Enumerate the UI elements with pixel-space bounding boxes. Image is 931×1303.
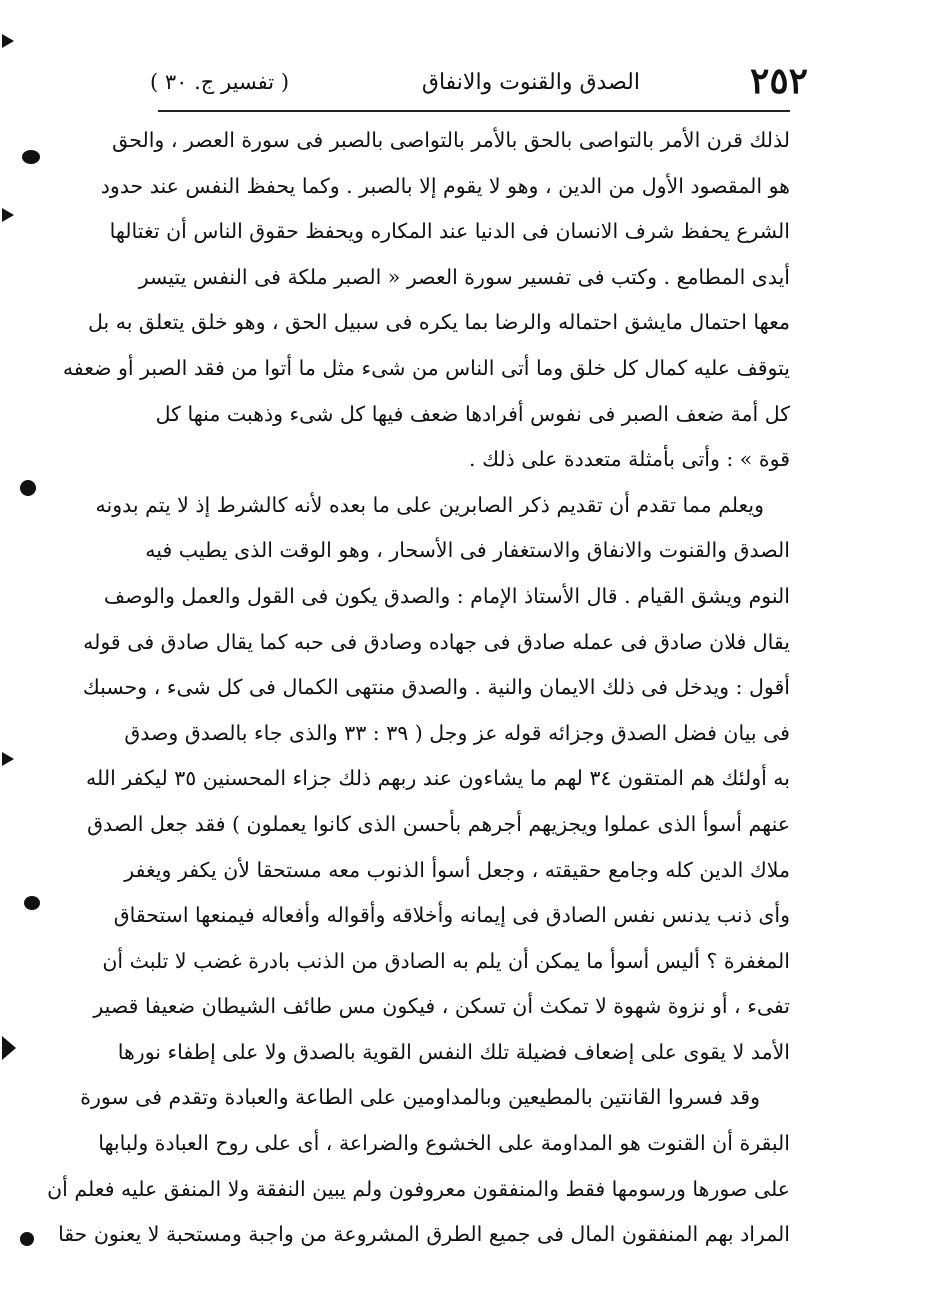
- text-line: هو المقصود الأول من الدين ، وهو لا يقوم إلا بالصبر . وكما يحفظ النفس عند حدود: [100, 173, 790, 198]
- margin-ink-blot: [22, 150, 40, 164]
- book-reference: ( تفسير ج. ٣٠ ): [150, 70, 290, 94]
- page-number: ٢٥٢: [749, 60, 808, 102]
- text-line: المراد بهم المنفقون المال فى جميع الطرق المشروعة من واجبة ومستحبة لا يعنون حقا: [58, 1222, 790, 1247]
- text-line: قوة » : وأتى بأمثلة متعددة على ذلك .: [469, 447, 790, 472]
- text-line: الشرع يحفظ شرف الانسان فى الدنيا عند المكاره ويحفظ حقوق الناس أن تغتالها: [109, 219, 790, 244]
- text-line: معها احتمال مايشق احتماله والرضا بما يكره فى سبيل الحق ، وهو خلق يتعلق به بل: [87, 310, 790, 335]
- text-line: به أولئك هم المتقون ٣٤ لهم ما يشاءون عند ربهم ذلك جزاء المحسنين ٣٥ ليكفر الله: [86, 766, 790, 791]
- margin-arrow-mark: [2, 34, 14, 48]
- text-line: أيدى المطامع . وكتب فى تفسير سورة العصر « الصبر ملكة فى النفس يتيسر: [138, 264, 790, 289]
- text-line: وقد فسروا القانتين بالمطيعين وبالمداومين على الطاعة والعبادة وتقدم فى سورة: [80, 1085, 760, 1110]
- text-line: على صورها ورسومها فقط والمنفقون معروفون ولم يبين النفقة ولا المنفق عليه فعلم أن: [47, 1176, 790, 1201]
- text-line: البقرة أن القنوت هو المداومة على الخشوع والضراعة ، أى على روح العبادة ولبابها: [98, 1131, 790, 1156]
- text-line: المغفرة ؟ أليس أسوأ ما يمكن أن يلم به الصادق من الذنب بادرة غضب لا تلبث أن: [102, 948, 790, 973]
- header-rule: [158, 110, 790, 112]
- margin-ink-blot: [24, 896, 40, 910]
- text-line: فى بيان فضل الصدق وجزائه قوله عز وجل ( ٣٩ : ٣٣ والذى جاء بالصدق وصدق: [124, 720, 790, 745]
- text-line: كل أمة ضعف الصبر فى نفوس أفرادها ضعف فيها كل شىء وذهبت منها كل: [155, 401, 790, 426]
- text-line: يقال فلان صادق فى عمله صادق فى جهاده وصادق فى حبه كما يقال صادق فى قوله: [83, 629, 790, 654]
- running-title: الصدق والقنوت والانفاق: [421, 70, 640, 95]
- text-line: عنهم أسوأ الذى عملوا ويجزيهم أجرهم بأحسن الذى كانوا يعملون ) فقد جعل الصدق: [87, 811, 790, 836]
- margin-arrow-mark: [2, 752, 14, 766]
- text-line: الأمد لا يقوى على إضعاف فضيلة تلك النفس القوية بالصدق ولا على إطفاء نورها: [117, 1039, 790, 1064]
- margin-ink-blot: [20, 480, 36, 496]
- text-line: لذلك قرن الأمر بالتواصى بالحق بالأمر بالتواصى بالصبر فى سورة العصر ، والحق: [112, 128, 790, 152]
- text-line: الصدق والقنوت والانفاق والاستغفار فى الأسحار ، وهو الوقت الذى يطيب فيه: [145, 538, 790, 563]
- text-line: أقول : ويدخل فى ذلك الايمان والنية . والصدق منتهى الكمال فى كل شىء ، وحسبك: [82, 675, 790, 700]
- body-text: [47, 118, 790, 1258]
- text-line: يتوقف عليه كمال كل خلق وما أتى الناس من شىء مثل ما أتوا من فقد الصبر أو ضعفه: [62, 355, 790, 380]
- text-line: ملاك الدين كله وجامع حقيقته ، وجعل أسوأ الذنوب معه مستحقا لأن يكفر ويغفر: [124, 857, 790, 882]
- text-line: ويعلم مما تقدم أن تقديم ذكر الصابرين على ما بعده لأنه كالشرط إذ لا يتم بدونه: [95, 492, 764, 517]
- text-line: وأى ذنب يدنس نفس الصادق فى إيمانه وأخلاقه وأقواله وأفعاله فيمنعها استحقاق: [113, 903, 790, 928]
- margin-arrow-mark: [2, 1036, 16, 1060]
- page-header: [150, 60, 808, 106]
- text-line: تفىء ، أو نزوة شهوة لا تمكث أن تسكن ، فيكون مس طائف الشيطان ضعيفا قصير: [93, 994, 790, 1019]
- margin-arrow-mark: [2, 208, 14, 222]
- text-line: النوم ويشق القيام . قال الأستاذ الإمام : والصدق يكون فى القول والعمل والوصف: [103, 583, 790, 608]
- margin-ink-blot: [20, 1232, 34, 1246]
